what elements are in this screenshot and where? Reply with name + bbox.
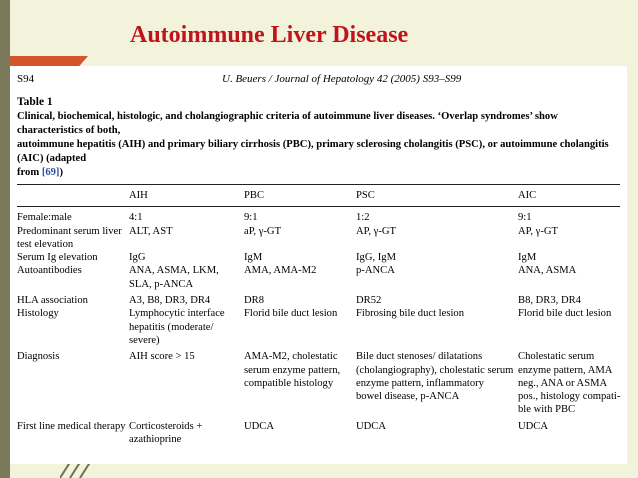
table-row bbox=[17, 417, 620, 447]
cell-text: UDCA bbox=[244, 420, 275, 432]
cell-text: HLA association bbox=[17, 295, 88, 307]
column-header: PSC bbox=[356, 185, 518, 207]
table-row bbox=[17, 307, 620, 347]
cell-text: bowel disease, p-ANCA bbox=[356, 391, 460, 403]
table-label: Table 1 bbox=[17, 96, 53, 108]
cell-text: UDCA bbox=[518, 420, 549, 432]
cell-text: Histology bbox=[17, 308, 59, 320]
cell-text: IgM bbox=[244, 252, 263, 264]
cell-text: UDCA bbox=[356, 420, 387, 432]
cell-text: Florid bile duct lesion bbox=[244, 308, 338, 320]
cell-text: Female:male bbox=[17, 212, 72, 224]
row-label bbox=[17, 291, 129, 307]
table-row bbox=[17, 347, 620, 416]
table-cell bbox=[518, 251, 620, 264]
table-cell bbox=[356, 264, 518, 291]
table-body bbox=[17, 207, 620, 447]
caption-line: Clinical, biochemical, histologic, and cholangiographic criteria of autoimmune liver diseases. ‘Overlap syndromes’ show characteristics of both, bbox=[17, 111, 558, 136]
cell-text: Diagnosis bbox=[17, 351, 60, 363]
table-cell bbox=[129, 264, 244, 291]
table-cell bbox=[129, 225, 244, 252]
table-cell bbox=[129, 291, 244, 307]
cell-text: IgM bbox=[518, 252, 537, 264]
column-header: AIC bbox=[518, 185, 620, 207]
cell-text: DR8 bbox=[244, 295, 265, 307]
table-cell bbox=[244, 251, 356, 264]
row-label bbox=[17, 347, 129, 416]
cell-text: Lymphocytic interface bbox=[129, 308, 225, 320]
table-cell bbox=[129, 207, 244, 225]
table-cell bbox=[518, 207, 620, 225]
table-row bbox=[17, 207, 620, 225]
table-cell bbox=[518, 225, 620, 252]
cell-text: (cholangiography), cholestatic serum bbox=[356, 364, 514, 376]
table-cell bbox=[518, 291, 620, 307]
cell-text: compatible histology bbox=[244, 377, 334, 389]
cell-text: azathioprine bbox=[129, 434, 182, 446]
journal-reference: U. Beuers / Journal of Hepatology 42 (2005) S93–S99 bbox=[222, 73, 462, 85]
caption-line: autoimmune hepatitis (AIH) and primary biliary cirrhosis (PBC), primary sclerosing cholangitis (PSC), or autoimmune cholangitis (AIC) (adapted bbox=[17, 139, 609, 164]
table-row bbox=[17, 225, 620, 252]
cell-text: 9:1 bbox=[244, 212, 258, 224]
row-label bbox=[17, 417, 129, 447]
cell-text: IgG, IgM bbox=[356, 252, 397, 264]
cell-text: Florid bile duct lesion bbox=[518, 308, 612, 320]
table-cell bbox=[244, 307, 356, 347]
cell-text: AP, γ-GT bbox=[356, 225, 396, 237]
table-row bbox=[17, 291, 620, 307]
cell-text: Bile duct stenoses/ dilatations bbox=[356, 351, 483, 363]
cell-text: First line medical therapy bbox=[17, 420, 126, 432]
cell-text: aP, γ-GT bbox=[244, 225, 282, 237]
cell-text: AMA, AMA-M2 bbox=[244, 265, 317, 277]
table-cell bbox=[356, 207, 518, 225]
table-cell bbox=[518, 264, 620, 291]
cell-text: 9:1 bbox=[518, 212, 532, 224]
cell-text: hepatitis (moderate/ bbox=[129, 321, 214, 333]
table-cell bbox=[244, 264, 356, 291]
cell-text: severe) bbox=[129, 334, 160, 346]
cell-text: AIH score > 15 bbox=[129, 351, 195, 363]
criteria-table bbox=[17, 185, 620, 446]
cell-text: SLA, p-ANCA bbox=[129, 278, 194, 290]
row-label bbox=[17, 225, 129, 252]
table-cell bbox=[518, 417, 620, 447]
table-caption bbox=[17, 110, 620, 180]
cell-text: ALT, AST bbox=[129, 225, 173, 237]
cell-text: neg., ANA or ASMA bbox=[518, 377, 608, 389]
table-cell bbox=[356, 225, 518, 252]
table-row bbox=[17, 264, 620, 291]
header-row bbox=[17, 185, 620, 207]
table-cell bbox=[129, 251, 244, 264]
column-header bbox=[17, 185, 129, 207]
table-cell bbox=[244, 291, 356, 307]
cell-text: ble with PBC bbox=[518, 404, 576, 416]
cell-text: pos., histology compati- bbox=[518, 391, 621, 403]
running-head bbox=[17, 73, 620, 89]
cell-text: test elevation bbox=[17, 238, 74, 250]
journal-page-excerpt bbox=[10, 66, 627, 464]
caption-line bbox=[17, 166, 620, 180]
page-code: S94 bbox=[17, 73, 35, 85]
cell-text: serum enzyme pattern, bbox=[244, 364, 341, 376]
table-row bbox=[17, 251, 620, 264]
cell-text: Autoantibodies bbox=[17, 265, 82, 277]
cell-text: Serum Ig elevation bbox=[17, 252, 98, 264]
column-header: PBC bbox=[244, 185, 356, 207]
row-label bbox=[17, 207, 129, 225]
cell-text: DR52 bbox=[356, 295, 382, 307]
cell-text: AMA-M2, cholestatic bbox=[244, 351, 338, 363]
caption-text: ) bbox=[59, 167, 63, 178]
cell-text: Cholestatic serum bbox=[518, 351, 595, 363]
table-cell bbox=[129, 347, 244, 416]
row-label bbox=[17, 251, 129, 264]
table-cell bbox=[244, 417, 356, 447]
cell-text: A3, B8, DR3, DR4 bbox=[129, 295, 211, 307]
cell-text: AP, γ-GT bbox=[518, 225, 558, 237]
cell-text: p-ANCA bbox=[356, 265, 395, 277]
left-decor-bar bbox=[0, 0, 10, 478]
table-cell bbox=[244, 207, 356, 225]
cell-text: ANA, ASMA, LKM, bbox=[129, 265, 219, 277]
cell-text: enzyme pattern, AMA bbox=[518, 364, 613, 376]
table-cell bbox=[356, 251, 518, 264]
cell-text: Fibrosing bile duct lesion bbox=[356, 308, 464, 320]
table-cell bbox=[244, 347, 356, 416]
row-label bbox=[17, 264, 129, 291]
table-cell bbox=[518, 307, 620, 347]
slide-title: Autoimmune Liver Disease bbox=[130, 22, 409, 48]
table-cell bbox=[129, 307, 244, 347]
table-cell bbox=[356, 307, 518, 347]
table-cell bbox=[518, 347, 620, 416]
citation-link[interactable]: [69] bbox=[41, 167, 60, 178]
cell-text: B8, DR3, DR4 bbox=[518, 295, 581, 307]
table-cell bbox=[356, 417, 518, 447]
table-cell bbox=[244, 225, 356, 252]
cell-text: 1:2 bbox=[356, 212, 370, 224]
table-cell bbox=[356, 291, 518, 307]
cell-text: 4:1 bbox=[129, 212, 143, 224]
caption-text: from bbox=[17, 167, 42, 178]
row-label bbox=[17, 307, 129, 347]
table-cell bbox=[356, 347, 518, 416]
column-header: AIH bbox=[129, 185, 244, 207]
cell-text: ANA, ASMA bbox=[518, 265, 577, 277]
cell-text: enzyme pattern, inflammatory bbox=[356, 377, 484, 389]
cell-text: Corticosteroids + bbox=[129, 420, 203, 432]
cell-text: Predominant serum liver bbox=[17, 225, 122, 237]
cell-text: IgG bbox=[129, 252, 146, 264]
table-cell bbox=[129, 417, 244, 447]
